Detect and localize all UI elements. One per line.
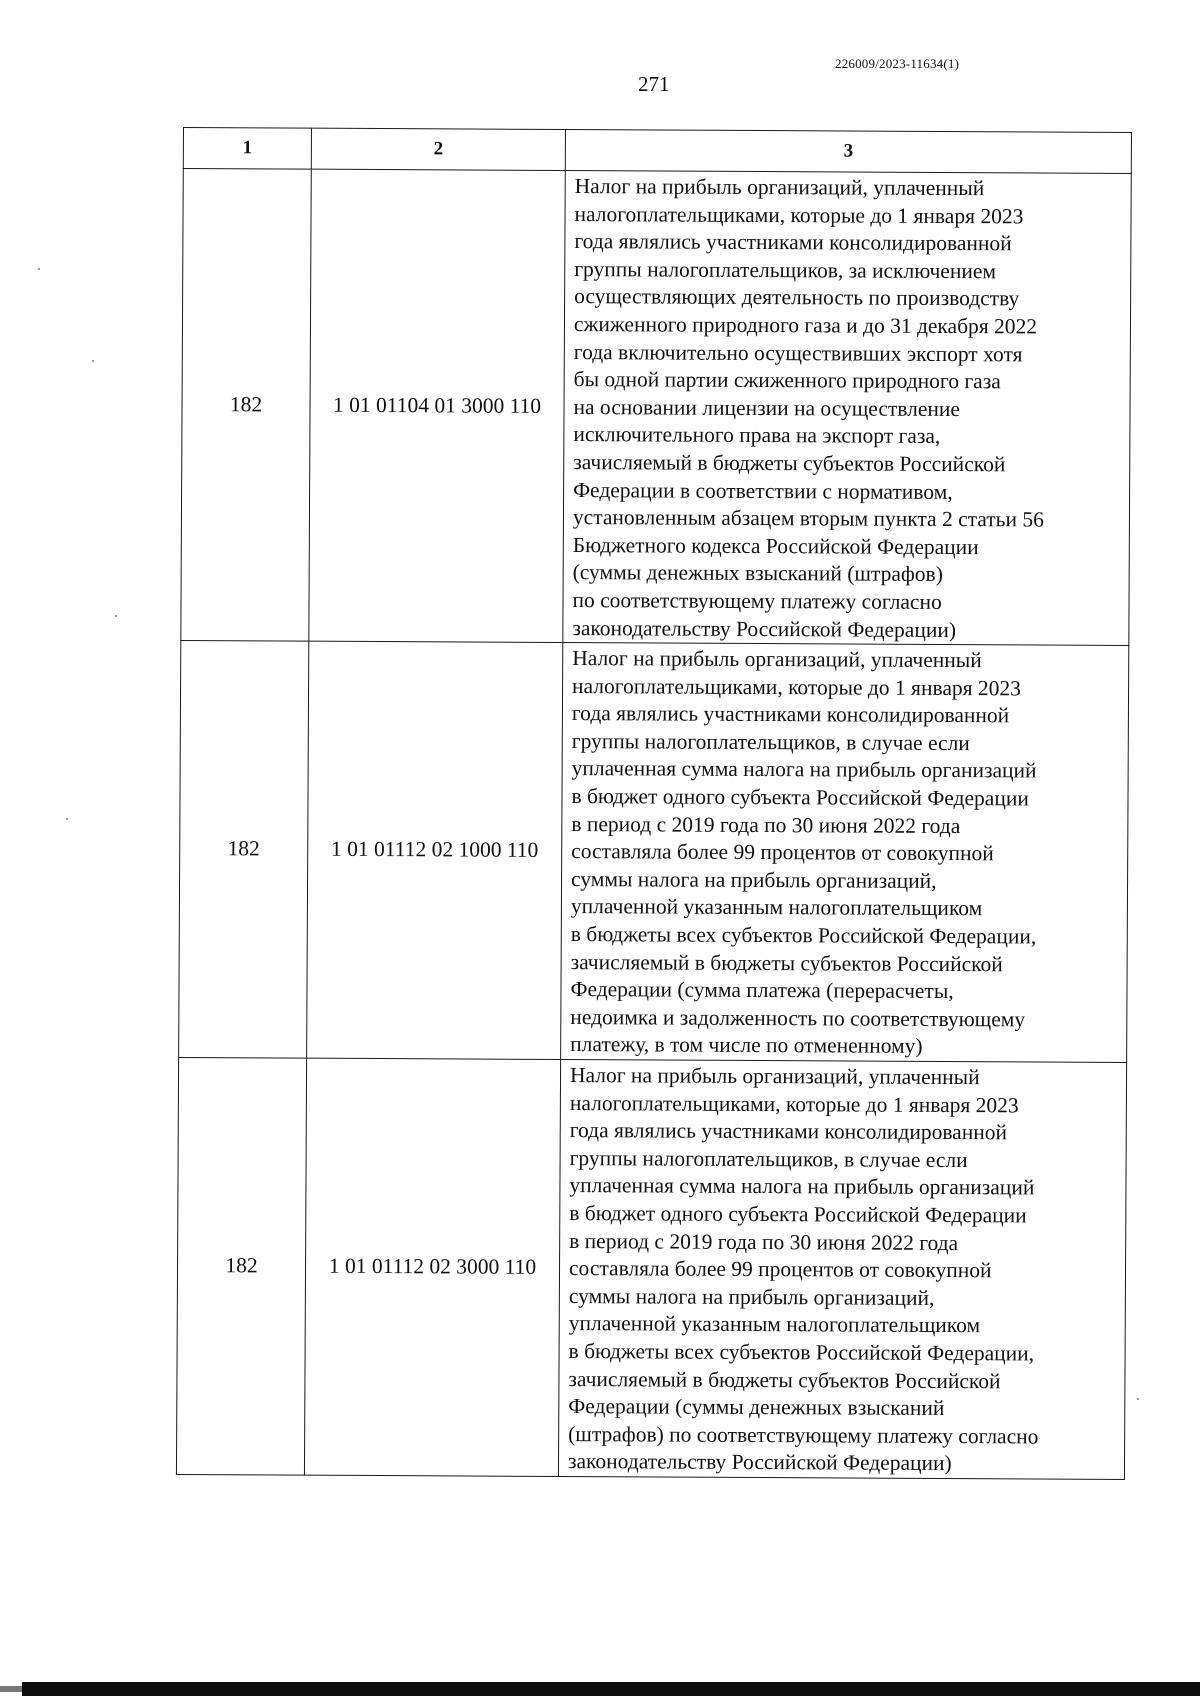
income-code-cell: 1 01 01104 01 3000 110 <box>309 169 565 642</box>
budget-code-table <box>176 127 1132 1480</box>
column-header-2: 2 <box>311 128 565 170</box>
table-header-row <box>183 128 1131 174</box>
administrator-code-cell: 182 <box>181 169 311 642</box>
table-body <box>176 169 1131 1480</box>
scan-speck <box>115 615 117 617</box>
budget-code-table-container <box>176 127 1131 1480</box>
scan-bottom-edge <box>22 1682 1200 1696</box>
table-header <box>183 128 1131 174</box>
table-row <box>179 641 1129 1063</box>
scan-speck <box>38 268 40 270</box>
column-header-1: 1 <box>183 128 311 170</box>
administrator-code-cell: 182 <box>179 641 309 1059</box>
scan-speck <box>66 818 68 820</box>
scan-speck <box>92 360 94 362</box>
income-code-cell: 1 01 01112 02 1000 110 <box>307 641 563 1059</box>
scan-speck <box>1137 1398 1139 1400</box>
document-reference-number: 226009/2023-11634(1) <box>835 56 960 71</box>
income-description-cell: Налог на прибыль организаций, уплаченный налогоплательщиками, которые до 1 января 2023 года являлись участниками консолидированной группы налогоплательщиков, за исключением осуществляющих деятельность по производству сжиженного природного газа и до 31 декабря 2022 года включительно осуществивших экспорт хотя бы одной партии сжиженного природного газа на основании лицензии на осуществление исключительного права на экспорт газа, зачисляемый в бюджеты субъектов Российской Федерации в соответствии с нормативом, установленным абзацем вторым пункта 2 статьи 56 Бюджетного кодекса Российской Федерации (суммы денежных взысканий (штрафов) по соответствующему платежу согласно законодательству Российской Федерации) <box>563 171 1131 646</box>
table-row <box>176 1057 1126 1479</box>
income-description-cell: Налог на прибыль организаций, уплаченный налогоплательщиками, которые до 1 января 2023 года являлись участниками консолидированной группы налогоплательщиков, в случае если уплаченная сумма налога на прибыль организаций в бюджет одного субъекта Российской Федерации в период с 2019 года по 30 июня 2022 года составляла более 99 процентов от совокупной суммы налога на прибыль организаций, уплаченной указанным налогоплательщиком в бюджеты всех субъектов Российской Федерации, зачисляемый в бюджеты субъектов Российской Федерации (сумма платежа (перерасчеты, недоимка и задолженность по соответствующему платежу, в том числе по отмененному) <box>561 643 1129 1063</box>
table-row <box>181 169 1131 646</box>
page-number: 271 <box>638 72 670 96</box>
income-code-cell: 1 01 01112 02 3000 110 <box>304 1058 560 1476</box>
column-header-3: 3 <box>565 130 1131 174</box>
administrator-code-cell: 182 <box>176 1057 306 1475</box>
income-description-cell: Налог на прибыль организаций, уплаченный налогоплательщиками, которые до 1 января 2023 года являлись участниками консолидированной группы налогоплательщиков, в случае если уплаченная сумма налога на прибыль организаций в бюджет одного субъекта Российской Федерации в период с 2019 года по 30 июня 2022 года составляла более 99 процентов от совокупной суммы налога на прибыль организаций, уплаченной указанным налогоплательщиком в бюджеты всех субъектов Российской Федерации, зачисляемый в бюджеты субъектов Российской Федерации (суммы денежных взысканий (штрафов) по соответствующему платежу согласно законодательству Российской Федерации) <box>558 1059 1126 1479</box>
